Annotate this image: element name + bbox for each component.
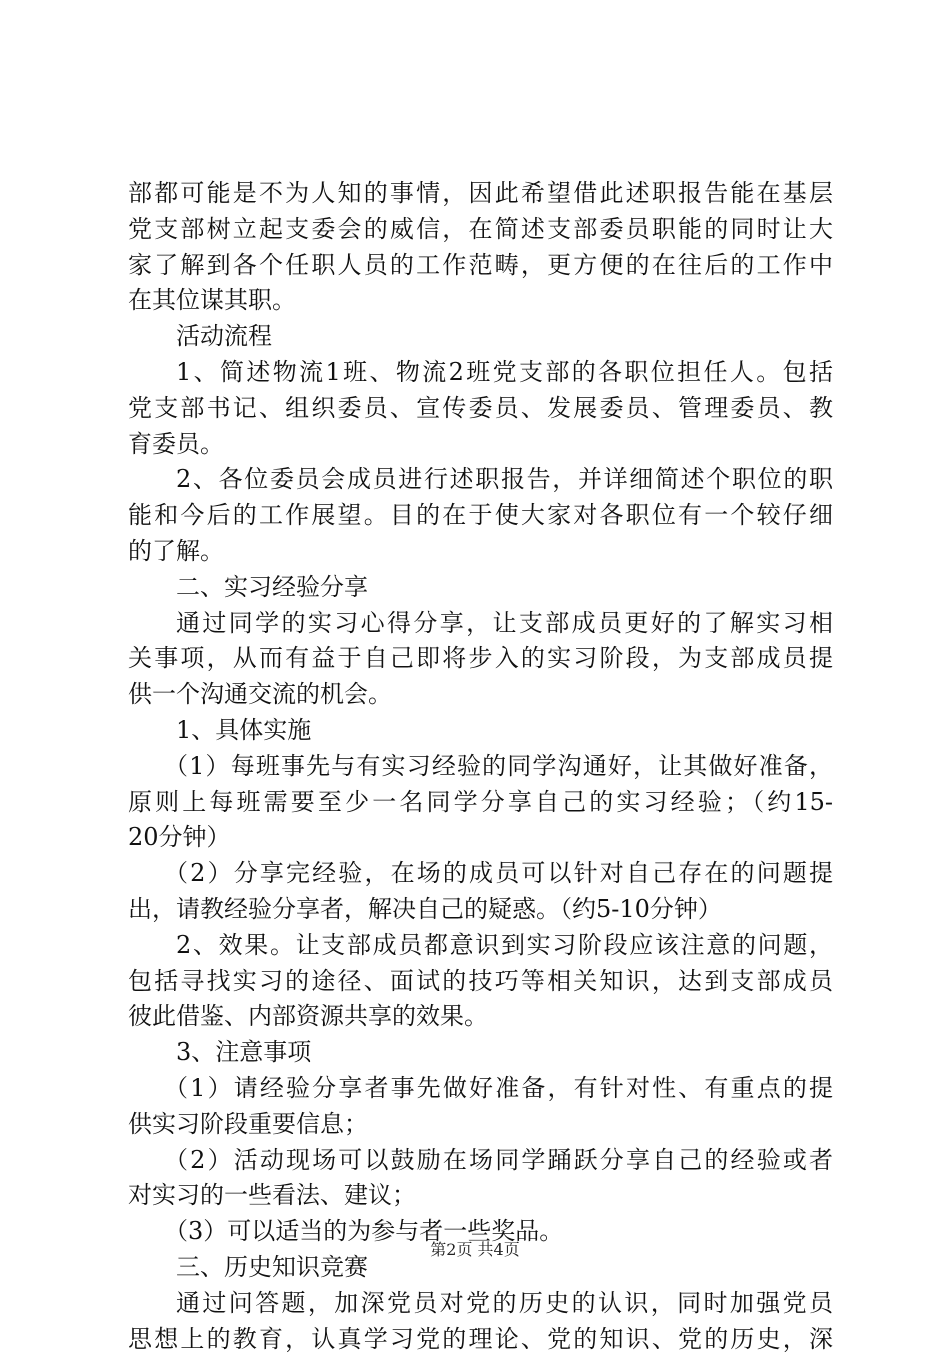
text-line: 家了解到各个任职人员的工作范畴，更方便的在往后的工作中 xyxy=(128,248,833,284)
page-number-footer: 第2页 共4页 xyxy=(0,1240,950,1260)
section-heading: 三、历史知识竞赛 xyxy=(128,1250,833,1286)
text-line: 彼此借鉴、内部资源共享的效果。 xyxy=(128,999,833,1035)
text-line: （2）分享完经验，在场的成员可以针对自己存在的问题提 xyxy=(128,856,833,892)
text-line: 20分钟） xyxy=(128,820,833,856)
text-line: 关事项，从而有益于自己即将步入的实习阶段，为支部成员提 xyxy=(128,641,833,677)
text-line: （1）请经验分享者事先做好准备，有针对性、有重点的提 xyxy=(128,1071,833,1107)
text-line: 能和今后的工作展望。目的在于使大家对各职位有一个较仔细 xyxy=(128,498,833,534)
text-line: 在其位谋其职。 xyxy=(128,283,833,319)
text-line: 通过问答题，加深党员对党的历史的认识，同时加强党员 xyxy=(128,1286,833,1322)
subsection-heading: 1、具体实施 xyxy=(128,713,833,749)
text-line: 原则上每班需要至少一名同学分享自己的实习经验；（约15- xyxy=(128,785,833,821)
text-line: 育委员。 xyxy=(128,427,833,463)
text-line: 供实习阶段重要信息； xyxy=(128,1107,833,1143)
text-line: 党支部书记、组织委员、宣传委员、发展委员、管理委员、教 xyxy=(128,391,833,427)
text-line: 出，请教经验分享者，解决自己的疑惑。（约5-10分钟） xyxy=(128,892,833,928)
subsection-heading: 3、注意事项 xyxy=(128,1035,833,1071)
text-line: 包括寻找实习的途径、面试的技巧等相关知识，达到支部成员 xyxy=(128,964,833,1000)
text-line: 党支部树立起支委会的威信，在简述支部委员职能的同时让大 xyxy=(128,212,833,248)
text-line: 的了解。 xyxy=(128,534,833,570)
text-line: 供一个沟通交流的机会。 xyxy=(128,677,833,713)
document-body xyxy=(128,176,833,1357)
text-line: 对实习的一些看法、建议； xyxy=(128,1178,833,1214)
text-line: 部都可能是不为人知的事情，因此希望借此述职报告能在基层 xyxy=(128,176,833,212)
text-line: （1）每班事先与有实习经验的同学沟通好，让其做好准备， xyxy=(128,749,833,785)
text-line: 2、效果。让支部成员都意识到实习阶段应该注意的问题， xyxy=(128,928,833,964)
section-heading: 活动流程 xyxy=(128,319,833,355)
text-line: 1、简述物流1班、物流2班党支部的各职位担任人。包括 xyxy=(128,355,833,391)
text-line: 思想上的教育，认真学习党的理论、党的知识、党的历史，深 xyxy=(128,1322,833,1357)
text-line: 通过同学的实习心得分享，让支部成员更好的了解实习相 xyxy=(128,606,833,642)
section-heading: 二、实习经验分享 xyxy=(128,570,833,606)
text-line: （3）可以适当的为参与者一些奖品。 xyxy=(128,1214,833,1250)
text-line: （2）活动现场可以鼓励在场同学踊跃分享自己的经验或者 xyxy=(128,1143,833,1179)
text-line: 2、各位委员会成员进行述职报告，并详细简述个职位的职 xyxy=(128,462,833,498)
